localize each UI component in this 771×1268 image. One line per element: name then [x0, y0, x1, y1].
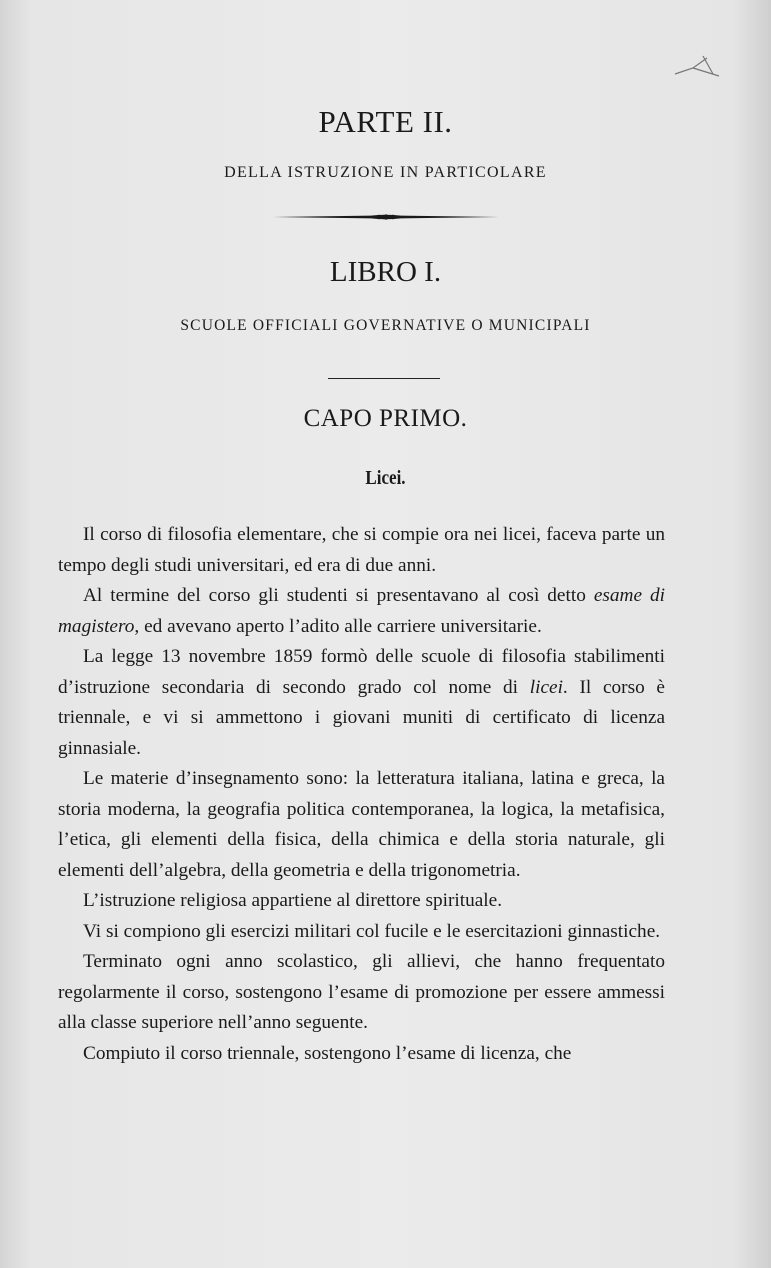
- paragraph: Il corso di filosofia elementare, che si compie ora nei licei, faceva parte un tempo degli studi universitari, ed era di due anni.: [58, 524, 665, 576]
- paragraph: Le materie d’insegnamento sono: la letteratura italiana, latina e greca, la storia moderna, la geografia politica contemporanea, la logica, la metafisica, l’etica, gli elementi della fisica, della chimica e della storia naturale, gli elementi dell’algebra, della geometria e della trigonometria.: [58, 768, 665, 881]
- ornament-divider-icon: [0, 210, 771, 228]
- part-title: PARTE II.: [318, 104, 453, 139]
- paragraph: Terminato ogni anno scolastico, gli allievi, che hanno frequentato regolarmente il corso, sostengono l’esame di promozione per essere ammessi alla classe superiore nell’anno seguente.: [58, 951, 665, 1033]
- part-subtitle: DELLA ISTRUZIONE IN PARTICOLARE: [224, 164, 547, 181]
- paragraph: Compiuto il corso triennale, sostengono l’esame di licenza, che: [83, 1042, 572, 1064]
- chapter-title: CAPO PRIMO.: [303, 405, 468, 432]
- paragraph: Vi si compiono gli esercizi militari col fucile e le esercitazioni ginnastiche.: [83, 920, 661, 942]
- body-text: [58, 520, 665, 1069]
- book-subtitle: SCUOLE OFFICIALI GOVERNATIVE O MUNICIPALI: [180, 317, 591, 334]
- paragraph: La legge 13 novembre 1859 formò delle scuole di filosofia stabilimenti d’istruzione secondaria di secondo grado col nome di licei. Il corso è triennale, e vi si ammettono i giovani muniti di certificato di licenza ginnasiale.: [58, 646, 665, 759]
- pencil-mark-icon: [673, 52, 723, 82]
- section-divider: [328, 378, 440, 379]
- paragraph: L’istruzione religiosa appartiene al direttore spirituale.: [83, 890, 503, 911]
- emphasis-text: esame di magistero: [58, 585, 665, 637]
- paragraph: Al termine del corso gli studenti si presentavano al così detto esame di magistero, ed avevano aperto l’adito alle carriere universitarie.: [58, 585, 665, 637]
- section-title: Licei.: [365, 467, 406, 489]
- emphasis-text: licei: [529, 676, 563, 698]
- book-title: LIBRO I.: [329, 256, 442, 288]
